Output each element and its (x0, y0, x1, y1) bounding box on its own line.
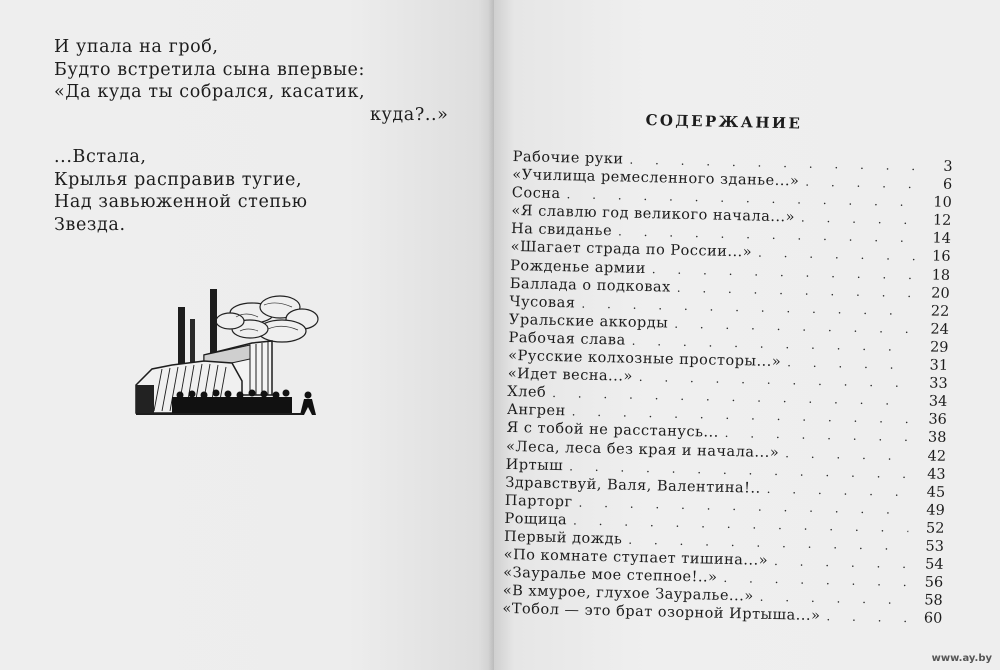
toc-page-number: 3 (943, 158, 953, 175)
toc-title: СОДЕРЖАНИЕ (645, 110, 803, 133)
poem-line: Крылья расправив тугие, (54, 169, 303, 190)
toc-entry-title: На свиданье (510, 221, 613, 240)
toc-page-number: 6 (942, 176, 953, 194)
toc-page-number: 34 (928, 393, 948, 411)
toc-page-number: 49 (926, 502, 945, 519)
toc-page-number: 52 (925, 520, 945, 537)
toc-entry-title: Парторг (504, 492, 573, 511)
toc-entry-title: Я с тобой не расстанусь... (506, 420, 719, 442)
toc-page-number: 42 (927, 447, 947, 465)
toc-entry-title: «В хмурое, глухое Зауралье...» (502, 583, 754, 605)
toc-page-number: 53 (925, 538, 945, 555)
toc-entry-title: Рощица (504, 510, 568, 529)
toc-entry-title: Рабочие руки (512, 148, 624, 168)
toc-entry-title: Первый дождь (503, 528, 623, 548)
poem-line: ...Встала, (54, 147, 147, 167)
toc-page-number: 29 (929, 339, 949, 356)
toc-entry-title: Здравствуй, Валя, Валентина!.. (505, 474, 761, 497)
toc-entry-title: «Тобол — это брат озорной Иртыша...» (502, 601, 821, 625)
toc-entry-title: «Русские колхозные просторы...» (508, 347, 782, 371)
toc-entry-title: «Леса, леса без края и начала...» (505, 438, 780, 461)
toc-page-number: 31 (929, 357, 949, 374)
toc-entry-title: Уральские аккорды (508, 311, 669, 332)
toc-page-number: 22 (930, 303, 950, 320)
toc-page-number: 33 (929, 375, 948, 393)
toc-page-number: 60 (923, 610, 943, 628)
toc-page-number: 58 (924, 592, 943, 610)
left-page (0, 0, 498, 670)
poem-line: Над завьюженной степью (54, 192, 308, 212)
toc-page-number: 36 (928, 411, 948, 429)
toc-page-number: 18 (931, 267, 951, 284)
poem-line: Звезда. (54, 214, 126, 235)
toc-page-number: 56 (924, 574, 944, 592)
toc-entry-list (502, 148, 953, 628)
toc-page-number: 12 (932, 212, 952, 230)
toc-entry-title: Хлеб (507, 384, 547, 402)
toc-entry-title: Сосна (511, 185, 561, 203)
toc-page-number: 43 (926, 466, 946, 483)
toc-page-number: 20 (931, 285, 950, 302)
toc-dot-leader (826, 608, 906, 628)
toc-entry-title: Иртыш (505, 456, 564, 474)
toc-page-number: 24 (930, 321, 950, 338)
poem-line: Будто встретила сына впервые: (54, 59, 365, 80)
toc-entry-title: Баллада о подковах (509, 275, 671, 296)
toc-entry-title: «По комнате ступает тишина...» (503, 546, 769, 569)
toc-entry-title: «Я славлю год великого начала...» (511, 203, 796, 226)
toc-page-number: 38 (927, 429, 947, 447)
factory-illustration (132, 285, 322, 421)
watermark: www.ay.by (931, 653, 992, 664)
poem-stanza-1 (54, 36, 448, 126)
toc-entry-title: «Училища ремесленного зданье...» (512, 167, 800, 190)
toc-page-number: 54 (924, 556, 944, 573)
toc-entry-title: Ангрен (506, 402, 566, 420)
toc-page-number: 45 (926, 484, 946, 501)
poem-line: «Да куда ты собрался, касатик, (54, 82, 366, 102)
toc-entry-title: «Идет весна...» (507, 366, 633, 385)
toc-page-number: 14 (932, 230, 952, 248)
toc-page-number: 16 (931, 248, 951, 266)
toc-entry-title: Рабочая слава (508, 329, 626, 349)
toc-entry-title: «Шагает страда по России...» (510, 239, 753, 261)
poem-stanza-2 (54, 146, 308, 236)
poem-line: куда?..» (370, 104, 449, 125)
toc-page-number: 10 (933, 194, 952, 212)
poem-line: И упала на гроб, (54, 37, 219, 57)
toc-entry-title: Рожденье армии (510, 257, 647, 277)
toc-entry-title: Чусовая (509, 293, 576, 312)
toc-entry-title: «Зауралье мое степное!..» (503, 565, 718, 586)
